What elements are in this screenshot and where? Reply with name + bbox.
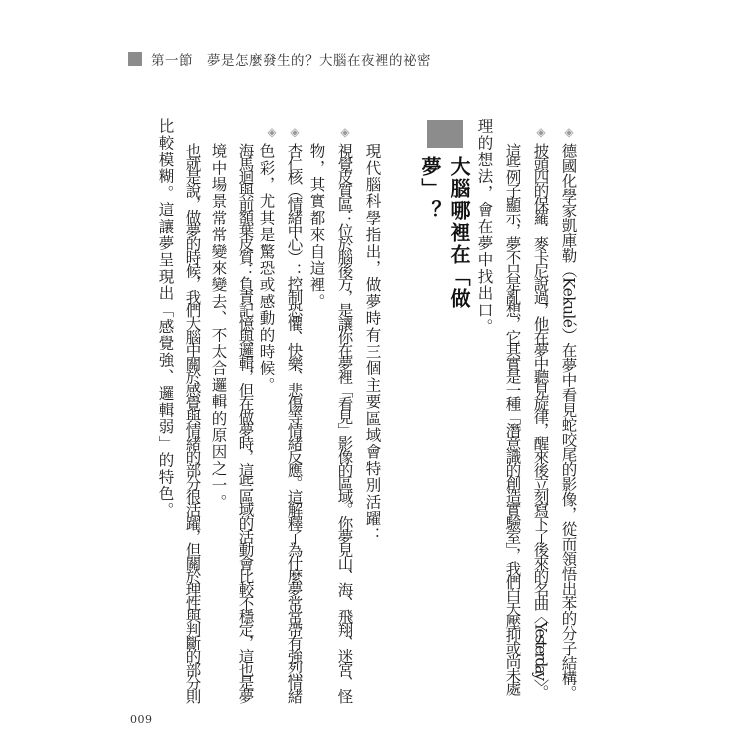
paragraph-line: 海馬迴與前額葉皮質：負責記憶與邏輯，但在做夢時，這些區域的活動會比較不穩定，這也是夢 — [236, 143, 255, 702]
paragraph-line: 杏仁核（情緒中心）：控制恐懼、快樂、悲傷等情緒反應。這解釋了為什麼夢常常帶有強烈情緒 — [285, 143, 304, 702]
diamond-bullet-icon: ◈ — [267, 125, 277, 139]
diamond-bullet-icon: ◈ — [290, 125, 300, 139]
paragraph-line: 理的想法，會在夢中找出口。 — [475, 118, 494, 336]
diamond-bullet-icon: ◈ — [536, 125, 546, 139]
paragraph-line: 這些例子顯示，夢不只是亂想，它其實是一種「潛意識的創造實驗室」，我們白天壓抑或尚未處 — [503, 143, 522, 694]
chapter-header — [128, 50, 431, 68]
paragraph-line: 色彩，尤其是驚恐或感動的時候。 — [257, 143, 276, 394]
paragraph-line: 物，其實都來自這裡。 — [307, 143, 326, 310]
paragraph-line: 披頭四的保羅．麥卡尼說過，他在夢中聽見旋律，醒來後立刻寫下了後來的名曲〈Yesterday〉。 — [531, 143, 550, 698]
heading-marker-box — [427, 120, 463, 148]
paragraph-line: 比較模糊。這讓夢呈現出「感覺強、邏輯弱」的特色。 — [156, 118, 175, 519]
page-number: 009 — [130, 713, 153, 726]
section-heading — [418, 120, 471, 330]
paragraph-line: 視覺皮質區：位於腦後方，是讓你在夢裡「看見」影像的區域。你夢見山、海、飛翔、迷宮、怪 — [335, 143, 354, 702]
paragraph-line: 境中場景常常變來變去、不太合邏輯的原因之一。 — [209, 143, 228, 511]
section-heading-text: 大腦哪裡在「做夢」？ — [418, 156, 471, 311]
paragraph-line: 現代腦科學指出，做夢時有三個主要區域會特別活躍： — [363, 143, 382, 544]
paragraph-line: 德國化學家凱庫勒（Kekulé）在夢中看見蛇咬尾的影像，從而領悟出苯的分子結構。 — [559, 143, 578, 700]
diamond-bullet-icon: ◈ — [564, 125, 574, 139]
header-square-icon — [128, 52, 142, 66]
paragraph-line: 也就是說，做夢的時候，我們大腦中關於感覺與情緒的部分很活躍，但關於理性與判斷的部分則 — [183, 143, 202, 702]
diamond-bullet-icon: ◈ — [340, 125, 350, 139]
chapter-title: 第一節 夢是怎麼發生的？大腦在夜裡的祕密 — [151, 53, 431, 69]
